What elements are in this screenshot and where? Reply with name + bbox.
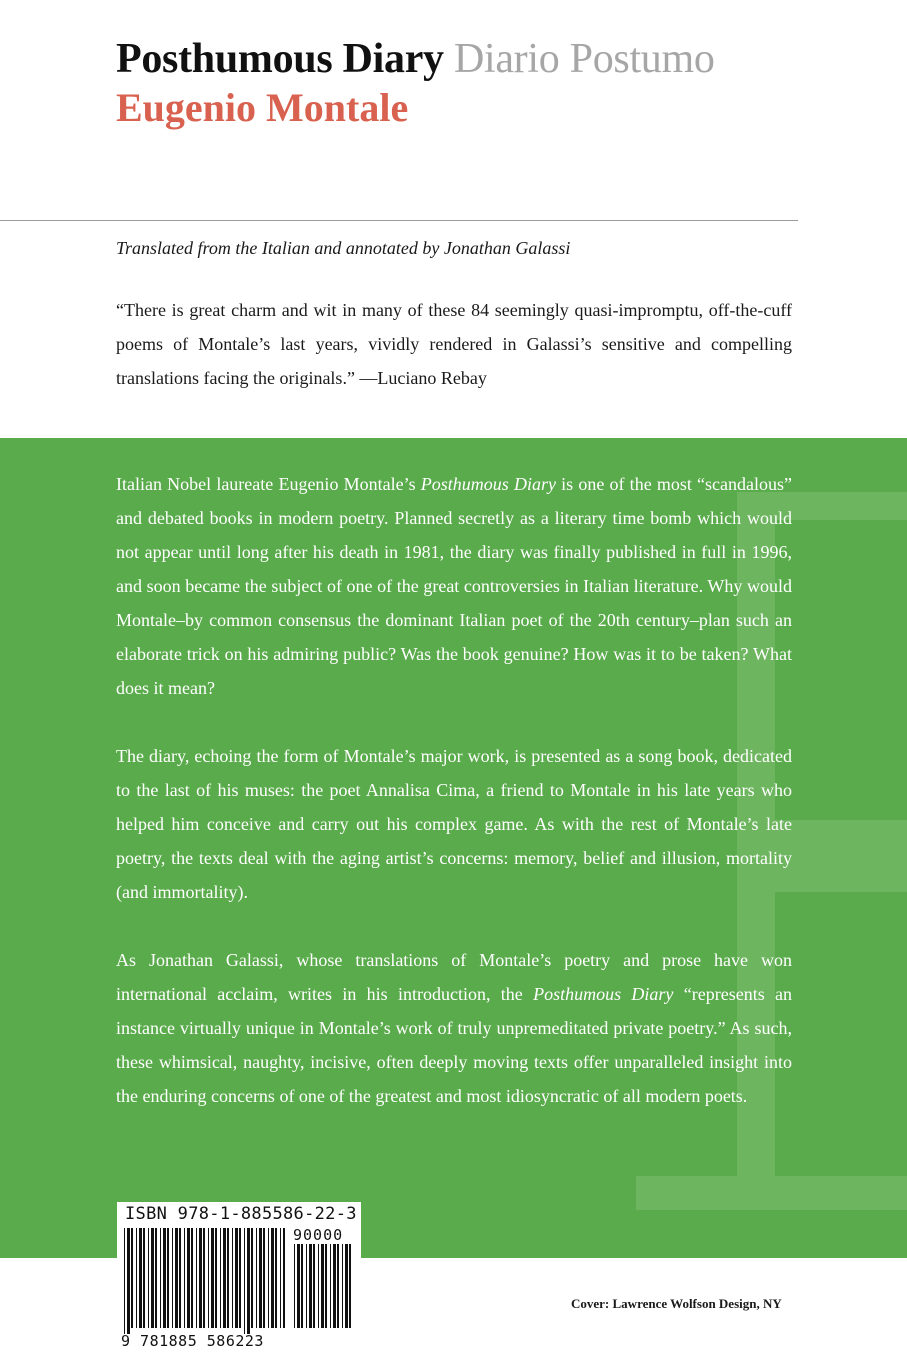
- barcode-stripe: [155, 1228, 157, 1328]
- barcode-stripe: [271, 1228, 274, 1328]
- barcode-stripe: [172, 1228, 173, 1328]
- barcode-stripe: [136, 1228, 137, 1328]
- barcode-stripe: [148, 1228, 149, 1328]
- isbn-number: ISBN 978-1-885586-22-3: [125, 1204, 357, 1224]
- barcode-stripe: [283, 1228, 285, 1328]
- title-italian: Diario Postumo: [453, 36, 715, 82]
- divider-rule: [0, 220, 798, 221]
- barcode-stripe: [227, 1228, 229, 1328]
- barcode-stripe: [342, 1244, 343, 1328]
- barcode-stripe: [211, 1228, 214, 1328]
- author-name: Eugenio Montale: [116, 85, 409, 130]
- barcode-stripe: [191, 1228, 193, 1328]
- barcode-stripe: [333, 1244, 336, 1328]
- barcode-stripe: [139, 1228, 142, 1328]
- description-p3-start: As Jonathan Galassi, whose translations of Montale’s poetry and prose have won international acclaim, writes in his introduction, the: [116, 950, 792, 1004]
- description-paragraph-2: The diary, echoing the form of Montale’s major work, is presented as a song book, dedicated to the last of his muses: the poet Annalisa Cima, a friend to Montale in his late years who helped him conceive and carry out his complex game. As with the rest of Montale’s late poetry, the texts deal with the aging artist’s concerns: memory, belief and illusion, mortality (and immortality).: [116, 746, 792, 902]
- barcode-stripe: [330, 1244, 331, 1328]
- description-p1-title: Posthumous Diary: [420, 474, 556, 494]
- barcode-stripe: [263, 1228, 265, 1328]
- barcode-stripe: [220, 1228, 221, 1328]
- barcode-stripe: [239, 1228, 241, 1328]
- barcode-stripe: [297, 1244, 300, 1328]
- barcode-stripe: [124, 1228, 125, 1334]
- barcode-stripe: [306, 1244, 307, 1328]
- barcode-stripe: [318, 1244, 319, 1328]
- price-code: 90000: [293, 1226, 344, 1244]
- barcode-stripe: [301, 1244, 303, 1328]
- barcode-stripe: [251, 1228, 253, 1328]
- barcode-stripe: [244, 1228, 245, 1334]
- description-paragraph-3: [116, 943, 792, 1113]
- barcode-stripe: [268, 1228, 269, 1328]
- translator-credit: Translated from the Italian and annotated by Jonathan Galassi: [116, 238, 571, 258]
- cover-credit: Cover: Lawrence Wolfson Design, NY: [571, 1296, 782, 1311]
- barcode-stripe: [196, 1228, 197, 1328]
- barcode-box: [117, 1202, 361, 1360]
- barcode-stripe: [151, 1228, 154, 1328]
- barcode-stripe: [321, 1244, 324, 1328]
- barcode-stripe: [143, 1228, 145, 1328]
- barcode-stripe: [247, 1228, 250, 1334]
- description-p1-end: is one of the most “scandalous” and debated books in modern poetry. Planned secretly as a literary time bomb which would not appear until long after his death in 1981, the diary was finally published in full in 1996, and soon became the subject of one of the great controversies in Italian literature. Why would Montale–by common consensus the dominant Italian poet of the 20th century–plan such an elaborate trick on his admiring public? Was the book genuine? How was it to be taken? What does it mean?: [116, 474, 792, 698]
- barcode-main-bars: [123, 1228, 285, 1334]
- barcode-stripe: [313, 1244, 315, 1328]
- barcode-stripe: [345, 1244, 348, 1328]
- barcode-stripe: [127, 1228, 130, 1334]
- barcode-stripe: [259, 1228, 262, 1328]
- barcode-stripe: [235, 1228, 238, 1328]
- barcode-stripe: [179, 1228, 181, 1328]
- description-paragraph-1: [116, 467, 792, 705]
- barcode-stripe: [160, 1228, 161, 1328]
- barcode-stripe: [223, 1228, 226, 1328]
- barcode-stripe: [131, 1228, 133, 1328]
- title-block: [116, 34, 816, 132]
- description-p3-title: Posthumous Diary: [533, 984, 674, 1004]
- barcode-stripe: [187, 1228, 190, 1328]
- barcode-stripe: [256, 1228, 257, 1328]
- ean-digits: 9 781885 586223: [121, 1332, 264, 1350]
- barcode-stripe: [208, 1228, 209, 1328]
- barcode-stripe: [203, 1228, 205, 1328]
- description-p3-end: “represents an instance virtually unique in Montale’s work of truly unpremeditated private poetry.” As such, these whimsical, naughty, incisive, often deeply moving texts offer unparalleled insight into the enduring concerns of one of the greatest and most idiosyncratic of all modern poets.: [116, 984, 793, 1106]
- decorative-notch-bottom: [775, 892, 907, 1184]
- barcode-stripe: [309, 1244, 312, 1328]
- barcode-stripe: [175, 1228, 178, 1328]
- book-title: [116, 34, 816, 84]
- barcode-stripe: [215, 1228, 217, 1328]
- barcode-stripe: [184, 1228, 185, 1328]
- barcode-stripe: [275, 1228, 277, 1328]
- barcode-stripe: [325, 1244, 327, 1328]
- barcode-stripe: [337, 1244, 339, 1328]
- title-english: Posthumous Diary: [116, 36, 444, 82]
- review-blurb: “There is great charm and wit in many of these 84 seemingly quasi-impromptu, off-the-cuff poems of Montale’s last years, vividly rendered in Galassi’s sensitive and compelling translations facing the originals.” —Luciano Rebay: [116, 300, 792, 388]
- barcode-stripe: [167, 1228, 169, 1328]
- book-description: [116, 467, 792, 1147]
- barcode-stripe: [163, 1228, 166, 1328]
- barcode-addon-bars: [293, 1244, 353, 1334]
- description-p1-start: Italian Nobel laureate Eugenio Montale’s: [116, 474, 421, 494]
- barcode-stripe: [349, 1244, 351, 1328]
- decorative-bar: [636, 1176, 907, 1210]
- barcode-stripe: [232, 1228, 233, 1328]
- barcode-stripe: [199, 1228, 202, 1328]
- barcode-stripe: [294, 1244, 295, 1328]
- decorative-notch-top: [775, 520, 907, 820]
- barcode-stripe: [280, 1228, 281, 1328]
